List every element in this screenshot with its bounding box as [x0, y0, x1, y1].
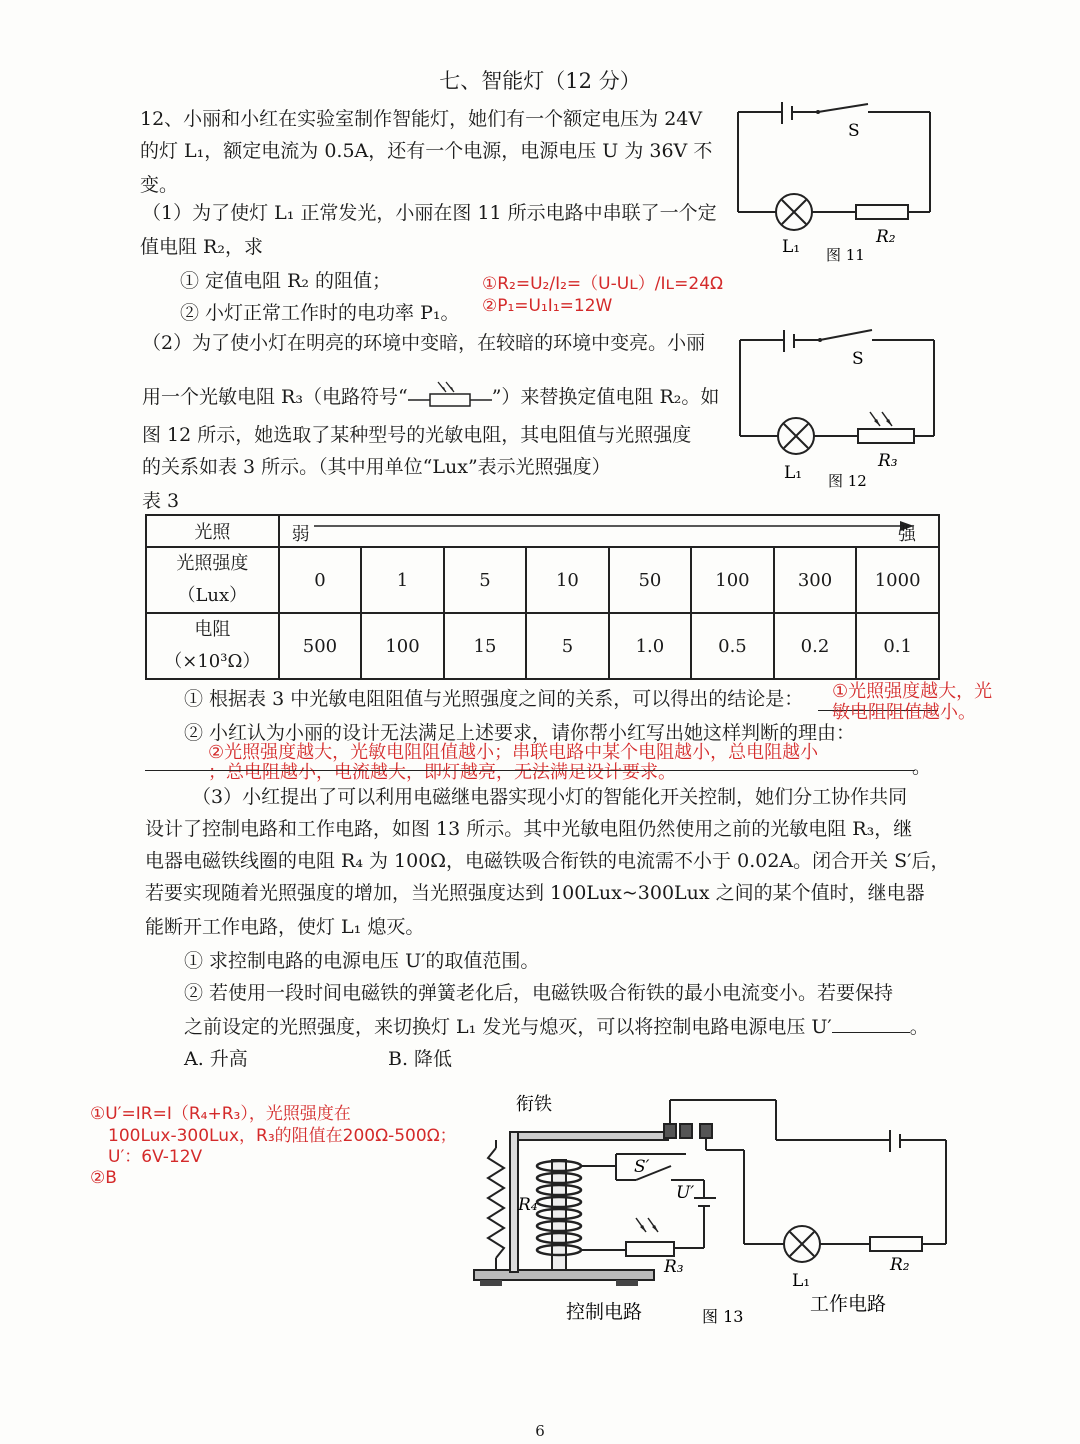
cell-resistance: 500 — [279, 613, 362, 679]
fig12-R3: R₃ — [878, 451, 898, 471]
part3-line2: 设计了控制电路和工作电路，如图 13 所示。其中光敏电阻仍然使用之前的光敏电阻 R₃，继 — [145, 818, 913, 840]
fig13-working-label: 工作电路 — [810, 1293, 887, 1315]
part3-item2b — [184, 1012, 929, 1040]
answer-blank-2 — [145, 770, 915, 771]
answer-blank-3 — [832, 1012, 910, 1033]
fig13-R2: R₂ — [890, 1255, 910, 1275]
part2-line1: （2）为了使小灯在明亮的环境中变暗，在较暗的环境中变亮。小丽 — [142, 332, 706, 354]
fig11-L1: L₁ — [782, 237, 801, 257]
figure-11 — [730, 100, 950, 270]
cell-illuminance: 10 — [526, 547, 608, 613]
fig12-L1: L₁ — [784, 463, 803, 483]
q12-line1: 12、小丽和小红在实验室制作智能灯，她们有一个额定电压为 24V — [140, 108, 703, 130]
answer-q2-1a: ①光照强度越大，光 — [832, 681, 993, 702]
part2-line2-b: ”）来替换定值电阻 R₂。如 — [491, 386, 720, 408]
row-label-resistance-b: （×10³Ω） — [164, 651, 261, 672]
row-label-resistance — [146, 613, 279, 679]
part2-line3: 图 12 所示，她选取了某种型号的光敏电阻，其电阻值与光照强度 — [142, 424, 692, 446]
part3-line1: （3）小红提出了可以利用电磁继电器实现小灯的智能化开关控制，她们分工协作共同 — [192, 786, 908, 808]
cell-resistance: 15 — [444, 613, 526, 679]
row-label-light: 光照 — [146, 515, 279, 547]
fig13-Sp: S′ — [634, 1157, 650, 1177]
option-b: B. 降低 — [388, 1048, 453, 1070]
cell-resistance: 0.1 — [856, 613, 939, 679]
row-label-resistance-a: 电阻 — [194, 619, 231, 640]
answer-q2-2b: ；总电阻越小，电流越大，即灯越亮，无法满足设计要求。 — [208, 762, 676, 783]
part3-item2c: 。 — [909, 1016, 929, 1038]
part3-item2b-text: 之前设定的光照强度，来切换灯 L₁ 发光与熄灭，可以将控制电路电源电压 U′ — [184, 1016, 832, 1038]
fig11-R2: R₂ — [876, 227, 896, 247]
q2-item1: ① 根据表 3 中光敏电阻阻值与光照强度之间的关系，可以得出的结论是： — [184, 688, 804, 710]
fig13-armature: 衔铁 — [516, 1094, 552, 1115]
answer-part3-b: 100Lux-300Lux，R₃的阻值在200Ω-500Ω； — [108, 1126, 457, 1146]
fig13-control-label: 控制电路 — [566, 1301, 643, 1323]
cell-resistance: 5 — [526, 613, 608, 679]
section-title: 七、智能灯（12 分） — [439, 69, 641, 93]
part2-line4: 的关系如表 3 所示。（其中用单位“Lux”表示光照强度） — [142, 456, 611, 478]
q12-line3: 变。 — [140, 174, 179, 196]
part2-line2-a: 用一个光敏电阻 R₃（电路符号“ — [142, 386, 408, 408]
cell-illuminance: 0 — [279, 547, 362, 613]
fig12-caption: 图 12 — [828, 472, 867, 490]
table-row-resistance — [146, 613, 939, 679]
fig13-L1: L₁ — [792, 1271, 811, 1291]
arrow-right-icon — [314, 520, 914, 532]
figure-12 — [732, 326, 952, 496]
cell-illuminance: 1000 — [856, 547, 939, 613]
cell-resistance: 100 — [361, 613, 444, 679]
part1-item1: ① 定值电阻 R₂ 的阻值； — [180, 270, 392, 292]
part1-item2: ② 小灯正常工作时的电功率 P₁。 — [180, 302, 460, 324]
answer-part1-2: ②P₁=U₁I₁=12W — [482, 296, 613, 316]
light-arrow-cell — [279, 515, 939, 547]
part1-line2: 值电阻 R₂，求 — [140, 236, 263, 258]
q12-line2: 的灯 L₁，额定电流为 0.5A，还有一个电源，电源电压 U 为 36V 不 — [140, 140, 713, 162]
table-caption: 表 3 — [142, 490, 180, 512]
figure-13 — [466, 1090, 986, 1340]
page-number: 6 — [535, 1422, 545, 1440]
fig13-R3: R₃ — [664, 1257, 684, 1277]
fig11-S: S — [848, 121, 860, 141]
row-label-illuminance-b: （Lux） — [177, 585, 248, 606]
cell-resistance: 1.0 — [609, 613, 692, 679]
table-row-illuminance — [146, 547, 939, 613]
cell-illuminance: 50 — [609, 547, 692, 613]
answer-q2-2a: ②光照强度越大，光敏电阻阻值越小；串联电路中某个电阻越小，总电阻越小 — [208, 742, 819, 763]
fig11-caption: 图 11 — [826, 246, 865, 264]
q2-item2: ② 小红认为小丽的设计无法满足上述要求，请你帮小红写出她这样判断的理由： — [184, 722, 856, 744]
cell-resistance: 0.2 — [774, 613, 857, 679]
cell-illuminance: 100 — [691, 547, 774, 613]
table-3 — [145, 514, 940, 680]
option-a: A. 升高 — [184, 1048, 248, 1070]
fig13-R4: R₄ — [518, 1195, 538, 1215]
answer-q2-1b: 敏电阻阻值越小。 — [832, 702, 976, 723]
cell-illuminance: 300 — [774, 547, 857, 613]
fig13-Up: U′ — [676, 1183, 695, 1203]
fig13-caption: 图 13 — [702, 1307, 744, 1326]
part2-line2 — [142, 384, 719, 410]
q2-period: 。 — [912, 756, 932, 778]
answer-part3-d: ②B — [90, 1168, 117, 1188]
part3-item2: ② 若使用一段时间电磁铁的弹簧老化后，电磁铁吸合衔铁的最小电流变小。若要保持 — [184, 982, 894, 1004]
part3-line5: 能断开工作电路，使灯 L₁ 熄灭。 — [145, 916, 425, 938]
photoresistor-symbol-icon — [408, 388, 492, 408]
answer-part3-c: U′：6V-12V — [108, 1147, 203, 1167]
photoresistor-symbol — [408, 388, 492, 408]
answer-part1-1: ①R₂=U₂/I₂=（U-Uʟ）/Iʟ=24Ω — [482, 274, 724, 294]
cell-resistance: 0.5 — [691, 613, 774, 679]
weak-label: 弱 — [291, 524, 310, 545]
part3-line3: 电器电磁铁线圈的电阻 R₄ 为 100Ω，电磁铁吸合衔铁的电流需不小于 0.02A。闭合开关 S′后， — [145, 850, 950, 872]
part1-line1: （1）为了使灯 L₁ 正常发光，小丽在图 11 所示电路中串联了一个定 — [142, 202, 717, 224]
part3-item1: ① 求控制电路的电源电压 U′的取值范围。 — [184, 950, 540, 972]
fig12-S: S — [852, 349, 864, 369]
row-label-illuminance — [146, 547, 279, 613]
answer-part3-a: ①U′=IR=I（R₄+R₃），光照强度在 — [90, 1104, 351, 1124]
strong-label: 强 — [898, 524, 916, 545]
part3-line4: 若要实现随着光照强度的增加，当光照强度达到 100Lux~300Lux 之间的某个值时，继电器 — [145, 882, 925, 904]
cell-illuminance: 1 — [361, 547, 444, 613]
row-label-illuminance-a: 光照强度 — [176, 553, 249, 574]
cell-illuminance: 5 — [444, 547, 526, 613]
